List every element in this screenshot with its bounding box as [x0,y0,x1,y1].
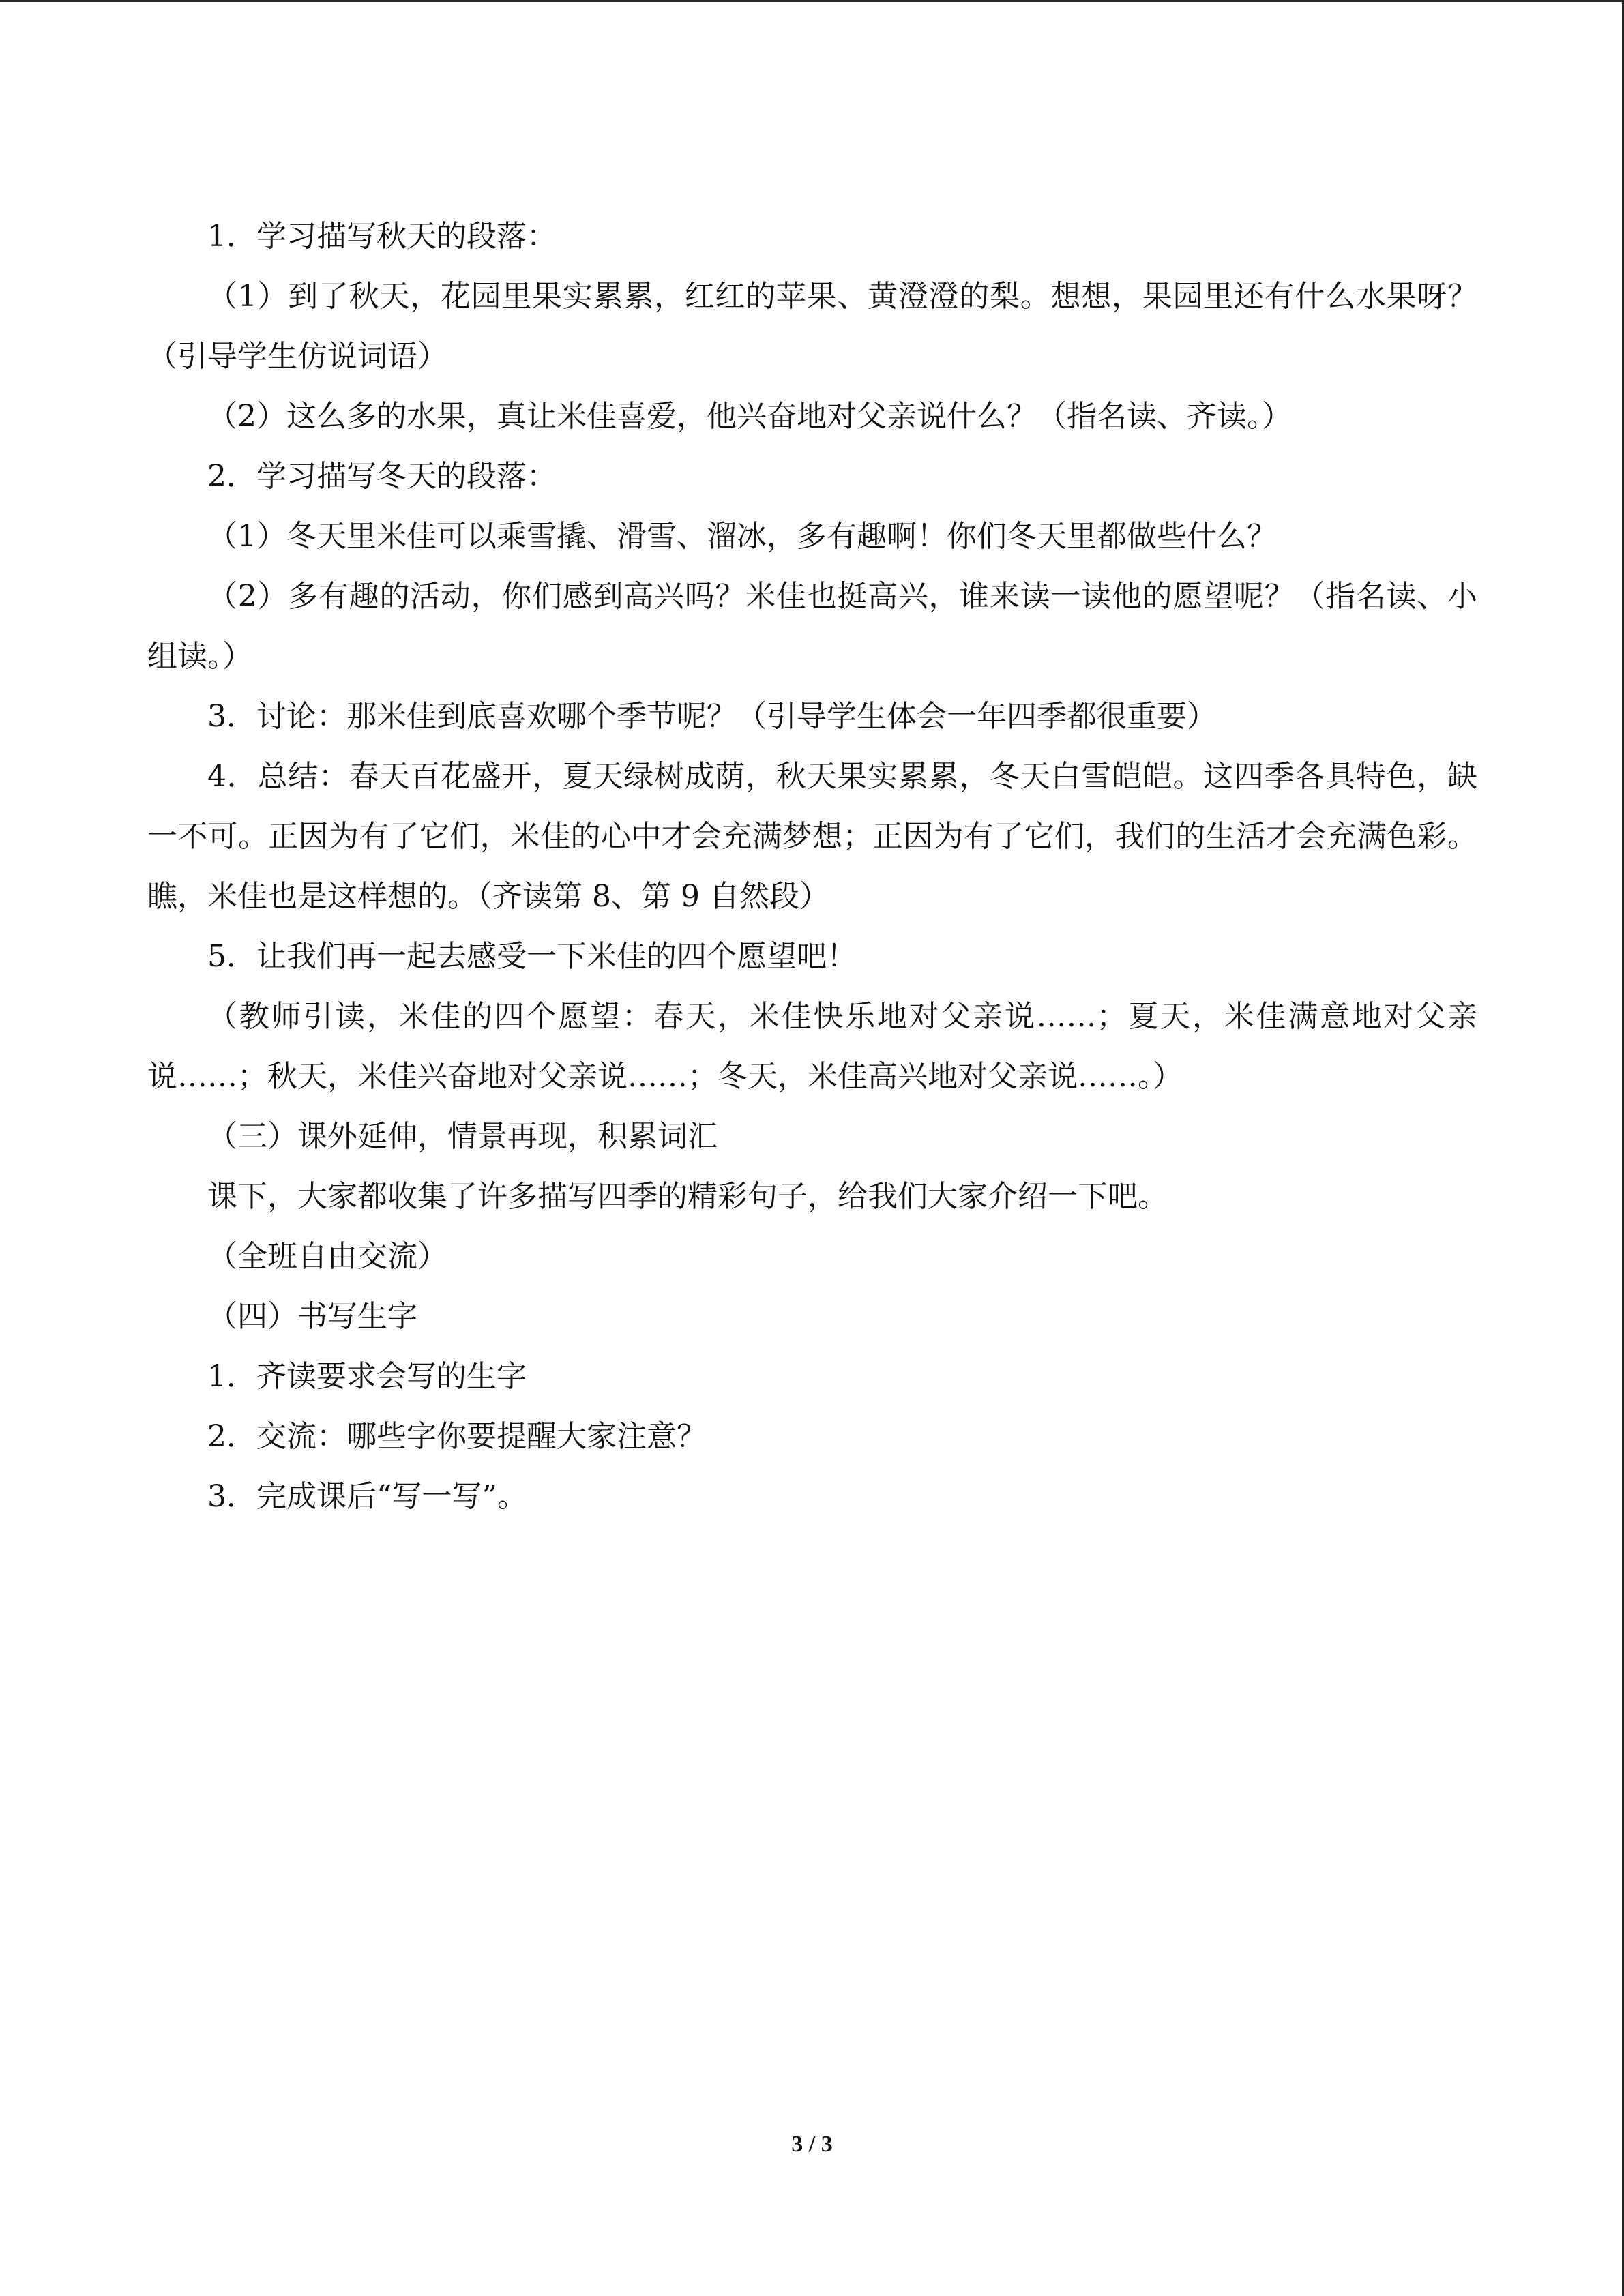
section-heading-extension: （三）课外延伸，情景再现，积累词汇 [207,1119,718,1154]
section-heading-writing: （四）书写生字 [207,1299,417,1334]
paragraph-winter-wish: （2）多有趣的活动，你们感到高兴吗？米佳也挺高兴，谁来读一读他的愿望呢？（指名读、小组读。） [147,579,1477,674]
paragraph-four-wishes: 5．让我们再一起去感受一下米佳的四个愿望吧！ [207,939,857,974]
paragraph-winter-heading: 2．学习描写冬天的段落： [207,459,557,494]
paragraph-winter-activities: （1）冬天里米佳可以乘雪撬、滑雪、溜冰，多有趣啊！你们冬天里都做些什么？ [207,519,1277,554]
paragraph-exchange-characters: 2．交流：哪些字你要提醒大家注意？ [207,1419,707,1454]
paragraph-collected-sentences: 课下，大家都收集了许多描写四季的精彩句子，给我们大家介绍一下吧。 [207,1179,1168,1214]
paragraph-read-characters: 1．齐读要求会写的生字 [207,1359,527,1394]
paragraph-complete-exercise: 3．完成课后“写一写”。 [207,1479,527,1514]
paragraph-discussion: 3．讨论：那米佳到底喜欢哪个季节呢？（引导学生体会一年四季都很重要） [207,699,1217,734]
page-number: 3 / 3 [791,2132,833,2157]
page-content [147,207,1477,1527]
paragraph-class-exchange: （全班自由交流） [207,1239,447,1274]
paragraph-autumn-reading: （2）这么多的水果，真让米佳喜爱，他兴奋地对父亲说什么？（指名读、齐读。） [207,399,1292,434]
paragraph-guided-reading: （教师引读，米佳的四个愿望：春天，米佳快乐地对父亲说……；夏天，米佳满意地对父亲说……；秋天，米佳兴奋地对父亲说……；冬天，米佳高兴地对父亲说……。） [147,999,1477,1094]
paragraph-autumn-fruits: （1）到了秋天，花园里果实累累，红红的苹果、黄澄澄的梨。想想，果园里还有什么水果呀？（引导学生仿说词语） [147,279,1477,374]
paragraph-autumn-heading: 1．学习描写秋天的段落： [207,219,557,254]
paragraph-summary: 4．总结：春天百花盛开，夏天绿树成荫，秋天果实累累，冬天白雪皑皑。这四季各具特色，缺一不可。正因为有了它们，米佳的心中才会充满梦想；正因为有了它们，我们的生活才会充满色彩。瞧，米佳也是这样想的。（齐读第 8、第 9 自然段） [147,759,1477,914]
